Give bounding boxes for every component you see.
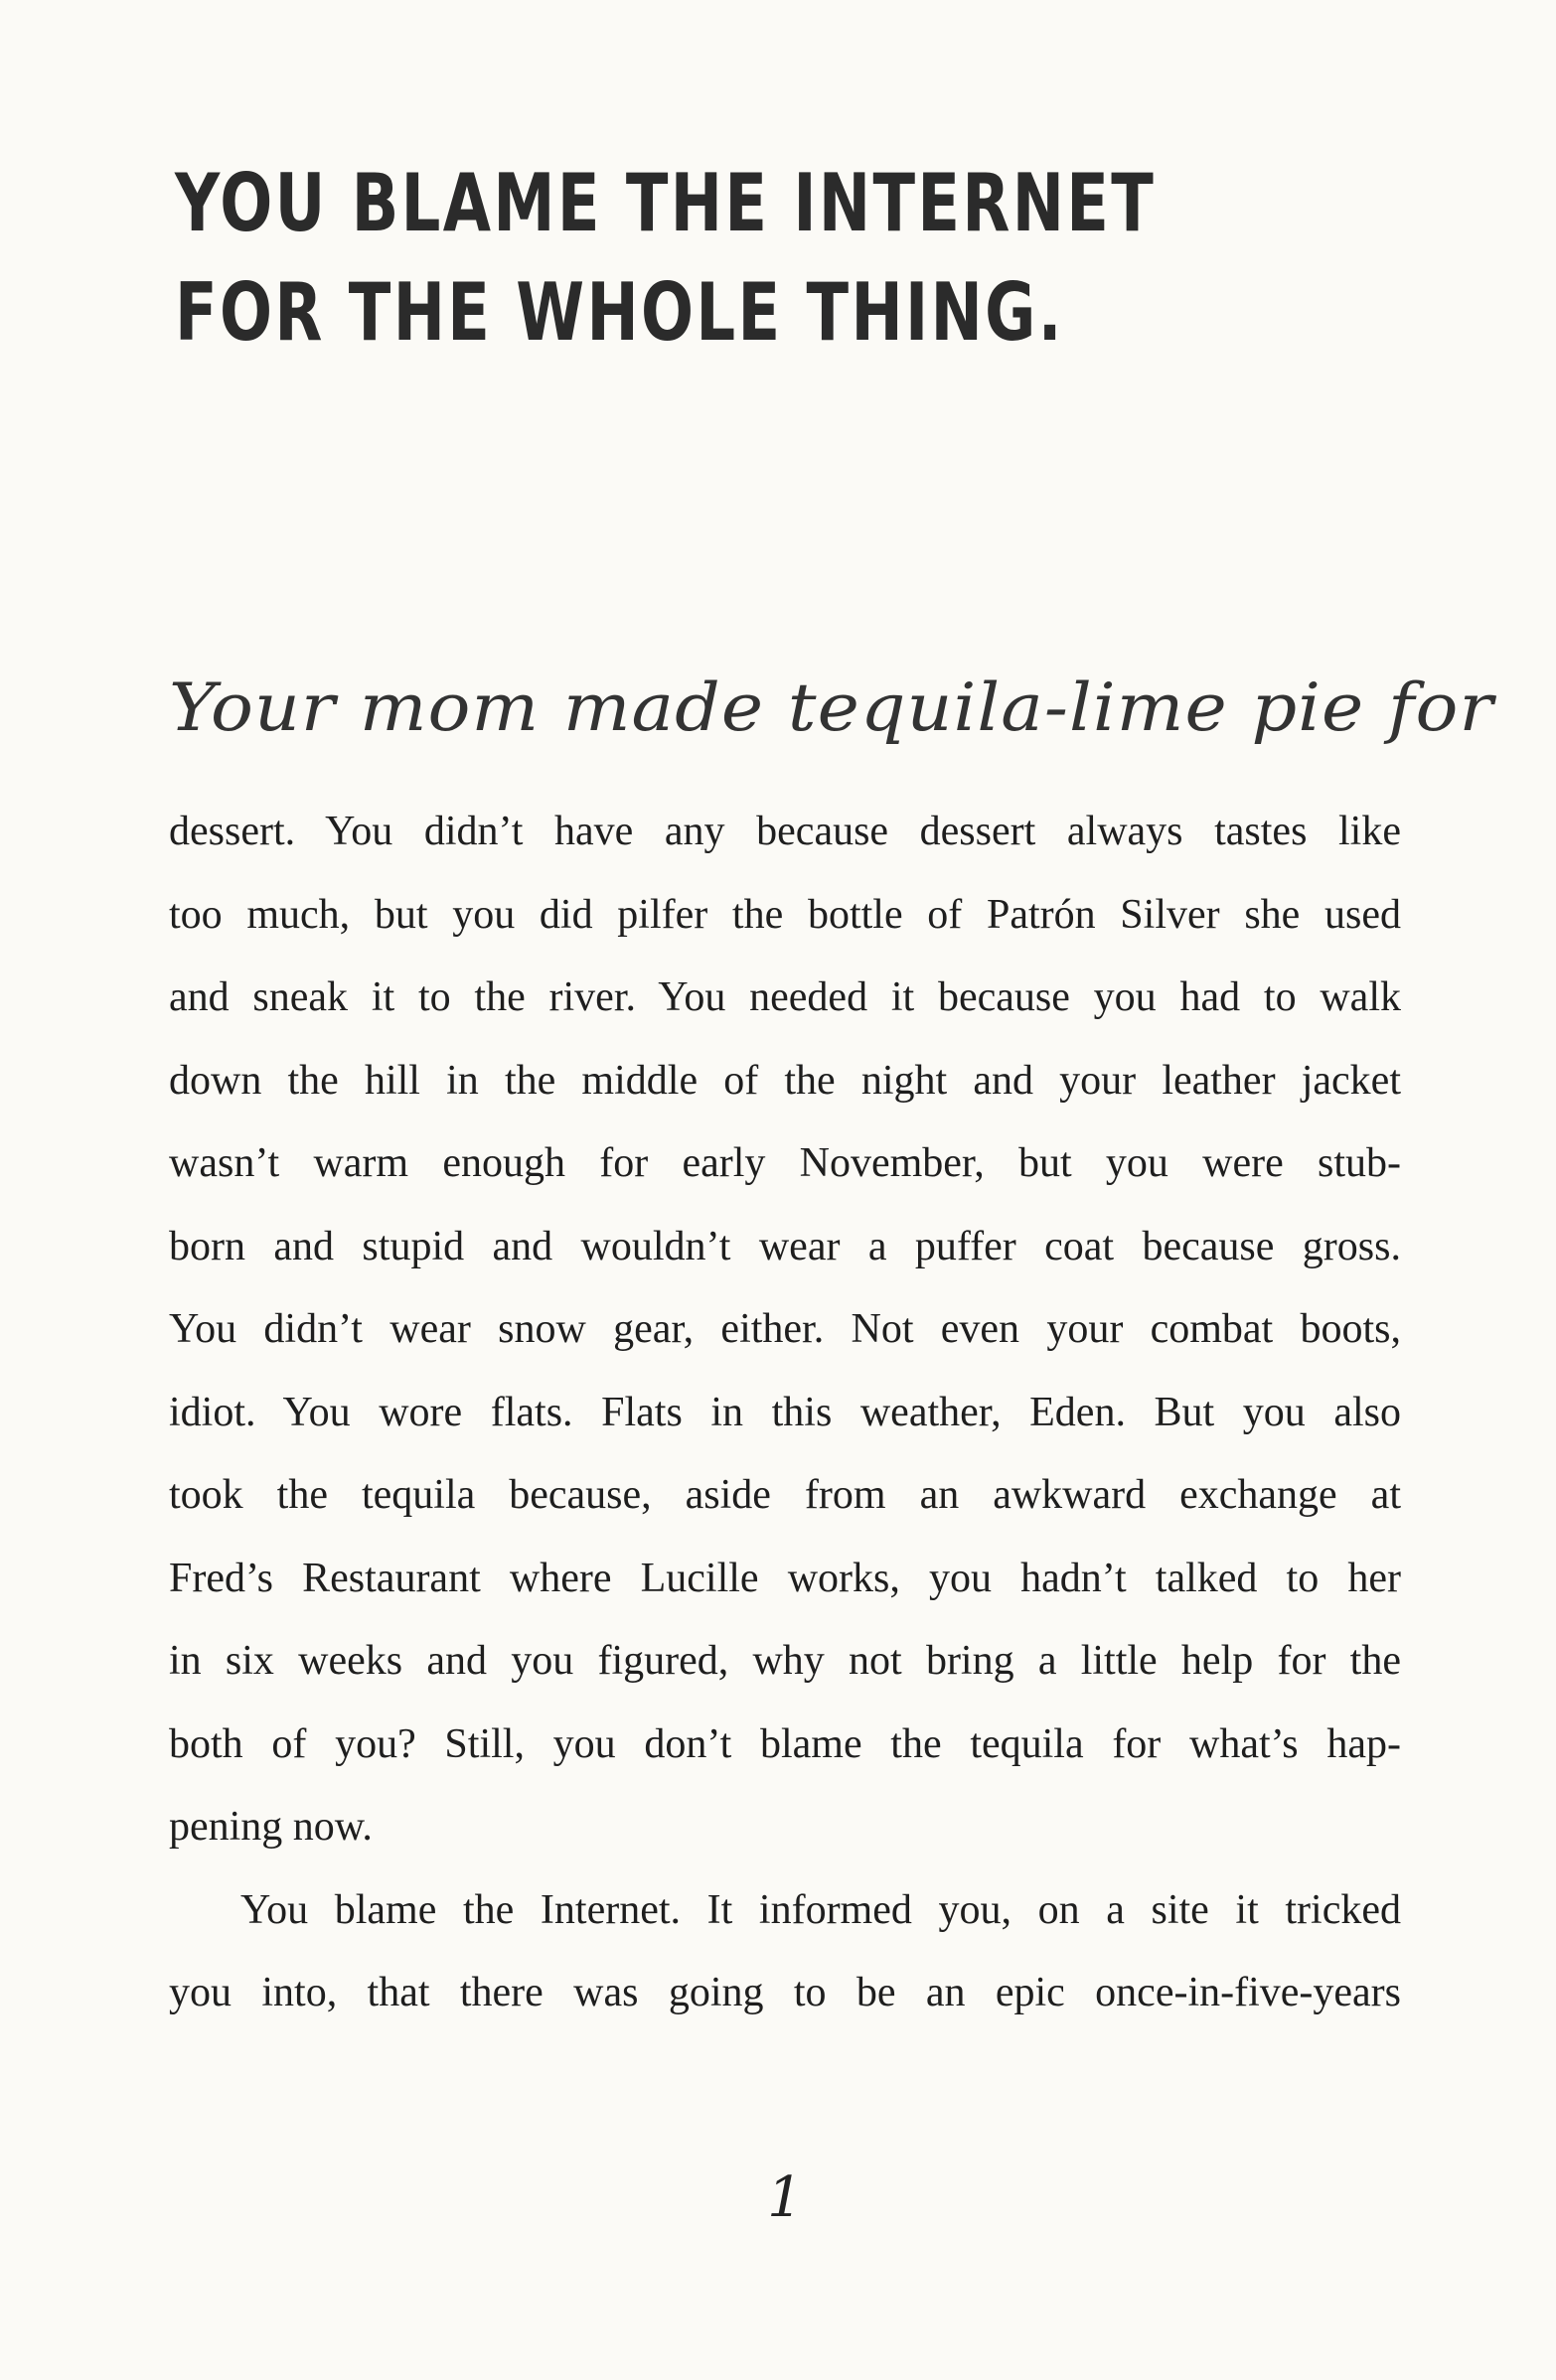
text-line: you into, that there was going to be an epic once-in-five-years xyxy=(169,1970,1401,2015)
chapter-title-line-2: FOR THE WHOLE THING. xyxy=(175,266,1064,359)
text-line: dessert. You didn’t have any because dessert always tastes like xyxy=(169,809,1401,854)
text-line: both of you? Still, you don’t blame the tequila for what’s hap- xyxy=(169,1720,1401,1767)
text-line: You didn’t wear snow gear, either. Not even your combat boots, xyxy=(169,1306,1401,1352)
page-number: 1 xyxy=(767,2165,803,2230)
text-line: pening now. xyxy=(169,1804,373,1850)
text-line: took the tequila because, aside from an awkward exchange at xyxy=(169,1472,1401,1518)
text-line: idiot. You wore flats. Flats in this weather, Eden. But you also xyxy=(169,1389,1401,1435)
chapter-title-line-1: YOU BLAME THE INTERNET xyxy=(175,157,1157,249)
text-line: Fred’s Restaurant where Lucille works, you hadn’t talked to her xyxy=(169,1555,1401,1601)
handwritten-opening: Your mom made tequila-lime pie for xyxy=(169,669,1494,746)
body-text xyxy=(169,791,1401,2035)
text-line: You blame the Internet. It informed you, on a site it tricked xyxy=(240,1886,1401,1933)
text-line: too much, but you did pilfer the bottle of Patrón Silver she used xyxy=(169,891,1401,938)
text-line: born and stupid and wouldn’t wear a puffer coat because gross. xyxy=(169,1223,1401,1269)
chapter-title xyxy=(175,149,1157,368)
text-line: down the hill in the middle of the night and your leather jacket xyxy=(169,1057,1401,1104)
text-line: wasn’t warm enough for early November, but you were stub- xyxy=(169,1140,1401,1186)
text-line: in six weeks and you figured, why not bring a little help for the xyxy=(169,1638,1401,1684)
text-line: and sneak it to the river. You needed it because you had to walk xyxy=(169,974,1401,1020)
